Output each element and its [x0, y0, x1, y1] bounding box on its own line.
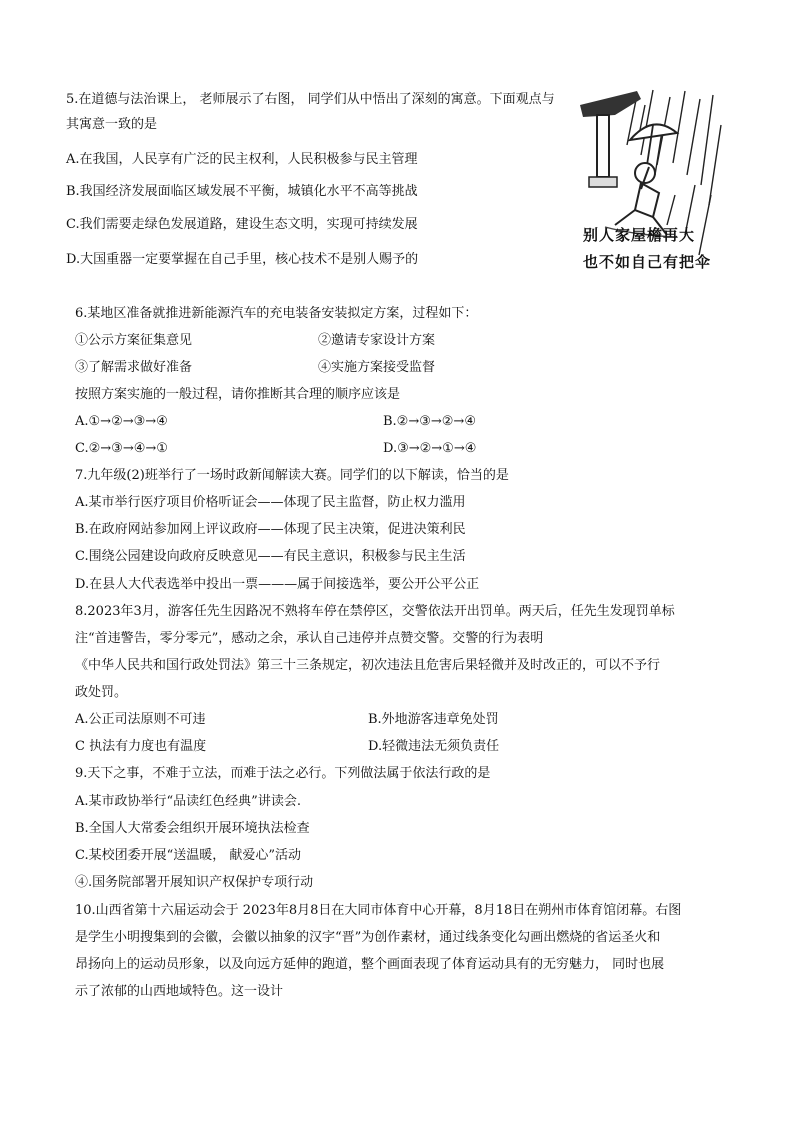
q6-question: 按照方案实施的一般过程，请你推断其合理的顺序应该是: [75, 387, 401, 402]
q8-option-c: C 执法有力度也有温度: [75, 739, 207, 754]
eave-pillar: [597, 115, 609, 177]
pillar-base: [589, 177, 617, 187]
q9-option-b: B.全国人大常委会组织开展环境执法检查: [75, 821, 310, 836]
q5-stem-line1: 5.在道德与法治课上， 老师展示了右图， 同学们从中悟出了深刻的寓意。下面观点与: [66, 92, 555, 107]
q8-note-line1: 《中华人民共和国行政处罚法》第三十三条规定，初次违法且危害后果轻微并及时改正的，可以不予行: [75, 658, 661, 673]
q5-option-c: C.我们需要走绿色发展道路，建设生态文明，实现可持续发展: [66, 217, 418, 232]
q6-option-c: C.②→③→④→①: [75, 441, 168, 456]
q8-option-a: A.公正司法原则不可违: [75, 712, 206, 727]
q9-option-c: C.某校团委开展“送温暖， 献爱心”活动: [75, 848, 302, 863]
q5-option-a: A.在我国，人民享有广泛的民主权利，人民积极参与民主管理: [66, 152, 418, 167]
q8-option-b: B.外地游客违章免处罚: [368, 712, 499, 727]
q8-option-d: D.轻微违法无须负责任: [368, 739, 500, 754]
person-body: [635, 183, 659, 217]
q7-option-d: D.在县人大代表选举中投出一票———属于间接选举，要公开公平公正: [75, 577, 480, 592]
q7-stem: 7.九年级(2)班举行了一场时政新闻解读大赛。同学们的以下解读，恰当的是: [75, 468, 509, 483]
q5-option-d: D.大国重器一定要掌握在自己手里，核心技术不是别人赐予的: [66, 252, 419, 267]
q6-option-a: A.①→②→③→④: [75, 414, 168, 429]
q7-option-a: A.某市举行医疗项目价格听证会——体现了民主监督，防止权力滥用: [75, 495, 466, 510]
cartoon-caption-line1: 别人家屋檐再大: [583, 226, 696, 244]
q8-note-line2: 政处罚。: [75, 685, 128, 700]
q9-option-a: A.某市政协举行“品读红色经典”讲读会.: [75, 794, 301, 809]
q8-stem-line1: 8.2023年3月，游客任先生因路况不熟将车停在禁停区，交警依法开出罚单。两天后，任先生发现罚单标: [75, 604, 675, 619]
q6-step-3: ③了解需求做好准备: [75, 360, 193, 375]
q10-line1: 10.山西省第十六届运动会于 2023年8月8日在大同市体育中心开幕，8月18日在朔州市体育馆闭幕。右图: [75, 903, 682, 918]
q7-option-c: C.围绕公园建设向政府反映意见——有民主意识，积极参与民主生活: [75, 549, 466, 564]
umbrella-cartoon: [575, 85, 725, 275]
q9-option-d: ④.国务院部署开展知识产权保护专项行动: [75, 875, 314, 890]
q6-option-d: D.③→②→①→④: [383, 441, 477, 456]
q8-stem-line2: 注“首违警告，零分零元”，感动之余，承认自己违停并点赞交警。交警的行为表明: [75, 631, 544, 646]
q10-line3: 昂扬向上的运动员形象，以及向远方延伸的跑道，整个画面表现了体育运动具有的无穷魅力， 同时也展: [75, 957, 665, 972]
q6-step-2: ②邀请专家设计方案: [318, 333, 436, 348]
q6-option-b: B.②→③→②→④: [383, 414, 476, 429]
q10-line4: 示了浓郁的山西地域特色。这一设计: [75, 984, 284, 999]
q6-stem: 6.某地区准备就推进新能源汽车的充电装备安装拟定方案，过程如下：: [75, 306, 478, 321]
q5-option-b: B.我国经济发展面临区域发展不平衡，城镇化水平不高等挑战: [66, 184, 418, 199]
cartoon-caption-line2: 也不如自己有把伞: [583, 253, 712, 271]
q6-step-1: ①公示方案征集意见: [75, 333, 193, 348]
q10-line2: 是学生小明搜集到的会徽，会徽以抽象的汉字“晋”为创作素材，通过线条变化勾画出燃烧的省运圣火和: [75, 930, 661, 945]
q7-option-b: B.在政府网站参加网上评议政府——体现了民主决策，促进决策利民: [75, 522, 466, 537]
q5-stem-line2: 其寓意一致的是: [66, 117, 158, 132]
q9-stem: 9.天下之事，不难于立法，而难于法之必行。下列做法属于依法行政的是: [75, 766, 491, 781]
q6-step-4: ④实施方案接受监督: [318, 360, 436, 375]
eave-roof: [580, 91, 641, 117]
